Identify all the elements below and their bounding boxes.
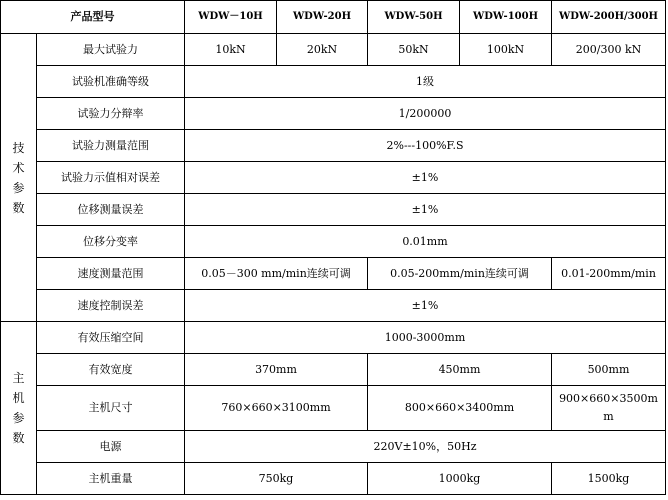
header-row — [1, 1, 666, 34]
row-force-error — [1, 162, 666, 194]
cell-value: 800×660×3400mm — [368, 386, 552, 431]
row-label: 位移分变率 — [37, 226, 185, 258]
model-100h: WDW-100H — [460, 1, 552, 34]
cell-value: 500mm — [552, 354, 666, 386]
row-resolution — [1, 98, 666, 130]
row-disp-error — [1, 194, 666, 226]
cell-value: 1500kg — [552, 463, 666, 495]
cell-value: 1000kg — [368, 463, 552, 495]
row-label: 主机尺寸 — [37, 386, 185, 431]
row-disp-resolution — [1, 226, 666, 258]
model-200h-300h: WDW-200H/300H — [552, 1, 666, 34]
cell-value: ±1% — [185, 290, 666, 322]
group-main-char: 机 — [12, 391, 25, 405]
cell-value: 1000-3000mm — [185, 322, 666, 354]
cell-value: 1级 — [185, 66, 666, 98]
cell-value: 50kN — [368, 34, 460, 66]
group-tech-params — [1, 34, 37, 322]
group-tech-char: 参 — [12, 180, 25, 195]
row-label: 速度控制误差 — [37, 290, 185, 322]
row-label: 试验力测量范围 — [37, 130, 185, 162]
group-tech-char: 术 — [12, 160, 25, 175]
group-main-char: 主 — [12, 371, 25, 385]
group-tech-char: 数 — [12, 200, 25, 215]
cell-value: 1/200000 — [185, 98, 666, 130]
row-force-range — [1, 130, 666, 162]
cell-value: ±1% — [185, 194, 666, 226]
row-label: 速度测量范围 — [37, 258, 185, 290]
cell-value: 450mm — [368, 354, 552, 386]
row-max-force — [1, 34, 666, 66]
cell-value: 0.01mm — [185, 226, 666, 258]
group-main-char: 数 — [12, 431, 25, 445]
cell-value: 370mm — [185, 354, 368, 386]
row-label: 试验力分辩率 — [37, 98, 185, 130]
group-tech-char: 技 — [12, 140, 25, 155]
row-width — [1, 354, 666, 386]
row-label: 试验机准确等级 — [37, 66, 185, 98]
cell-value: 0.01-200mm/min — [552, 258, 666, 290]
row-label: 主机重量 — [37, 463, 185, 495]
row-space — [1, 322, 666, 354]
row-power — [1, 431, 666, 463]
row-label: 有效压缩空间 — [37, 322, 185, 354]
row-accuracy — [1, 66, 666, 98]
cell-value: 10kN — [185, 34, 277, 66]
row-speed-error — [1, 290, 666, 322]
cell-value: ±1% — [185, 162, 666, 194]
cell-value: 750kg — [185, 463, 368, 495]
row-label: 试验力示值相对误差 — [37, 162, 185, 194]
cell-value: 0.05-200mm/min连续可调 — [368, 258, 552, 290]
model-10h: WDW－10H — [185, 1, 277, 34]
model-50h: WDW-50H — [368, 1, 460, 34]
header-label: 产品型号 — [1, 1, 185, 34]
cell-value: 2%---100%F.S — [185, 130, 666, 162]
cell-value: 760×660×3100mm — [185, 386, 368, 431]
group-main-params — [1, 322, 37, 495]
model-20h: WDW-20H — [277, 1, 368, 34]
cell-value: 0.05－300 mm/min连续可调 — [185, 258, 368, 290]
cell-value: 100kN — [460, 34, 552, 66]
row-size — [1, 386, 666, 431]
row-weight — [1, 463, 666, 495]
row-label: 有效宽度 — [37, 354, 185, 386]
cell-value: 220V±10%，50Hz — [185, 431, 666, 463]
cell-value: 20kN — [277, 34, 368, 66]
row-label: 最大试验力 — [37, 34, 185, 66]
row-speed-range — [1, 258, 666, 290]
cell-value: 900×660×3500mm — [552, 386, 666, 431]
row-label: 位移测量误差 — [37, 194, 185, 226]
cell-value: 200/300 kN — [552, 34, 666, 66]
row-label: 电源 — [37, 431, 185, 463]
group-main-char: 参 — [12, 411, 25, 425]
